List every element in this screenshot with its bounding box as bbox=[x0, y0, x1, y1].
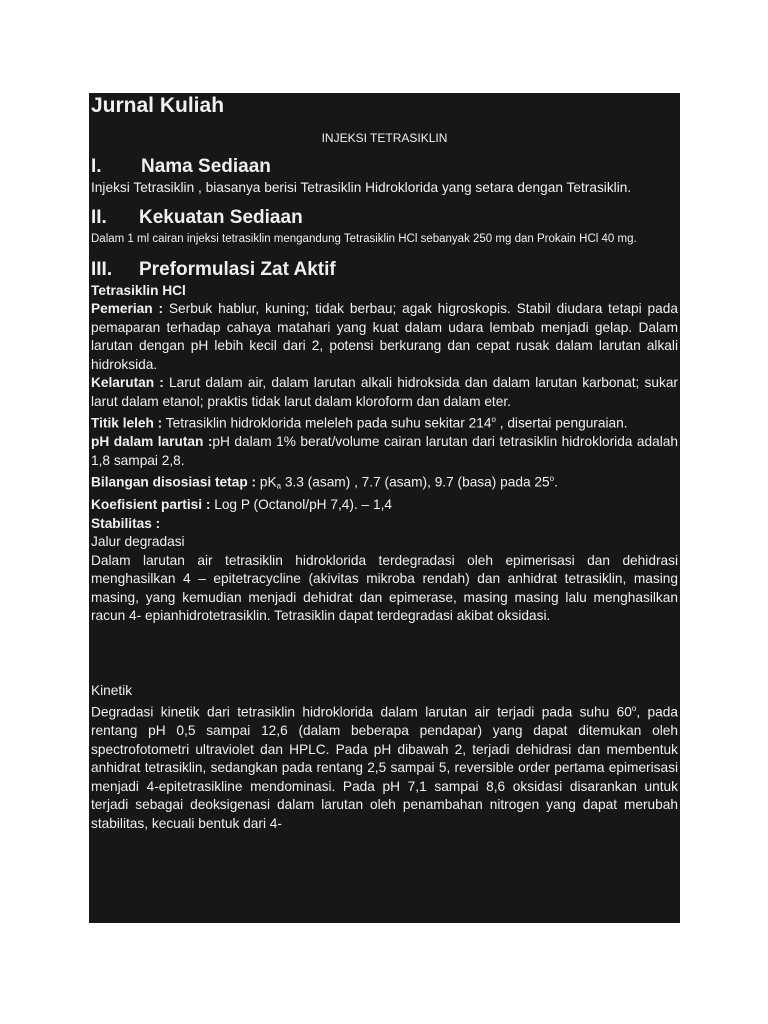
ph-larutan-paragraph bbox=[91, 433, 678, 470]
section-3-heading bbox=[91, 258, 678, 282]
titik-leleh-text: Tetrasiklin hidroklorida meleleh pada suhu sekitar 214 bbox=[162, 415, 492, 431]
degree-superscript: o bbox=[631, 704, 637, 714]
section-2-title: Kekuatan Sediaan bbox=[139, 206, 303, 228]
kinetik-text-2: , pada rentang pH 0,5 sampai 12,6 (dalam beberapa pendapar) yang dapat ditemukan oleh spectrofotometri ultraviolet dan HPLC. Pada pH dibawah 2, terjadi dehidrasi dan membentuk anhidrat tetrasiklin, sedangkan pada rentang 2,5 sampai 5, reversible order pertama epimerisasi menjadi 4-epitetrasikline mendominasi. Pada pH 7,1 sampai 8,6 oksidasi disarankan untuk terjadi sebagai deoksigenasi dalam larutan oleh penambahan nitrogen yang dapat merubah stabilitas, kecuali bentuk dari 4- bbox=[91, 704, 678, 831]
pemerian-text: Serbuk hablur, kuning; tidak berbau; agak higroskopis. Stabil diudara tetapi pada pemaparan terhadap cahaya matahari yang kuat dalam udara lembab menjadi gelap. Dalam larutan dengan pH lebih kecil dari 2, potensi berkurang dan cepat rusak dalam larutan alkali hidroksida. bbox=[91, 301, 678, 372]
document-page bbox=[89, 93, 680, 923]
pk-text: pK bbox=[256, 474, 277, 490]
titik-leleh-text-after: , disertai penguraian. bbox=[495, 415, 628, 431]
section-3-title: Preformulasi Zat Aktif bbox=[139, 258, 336, 280]
ph-larutan-text: pH dalam 1% berat/volume cairan larutan dari tetrasiklin hidroklorida adalah 1,8 sampai 2,8. bbox=[91, 434, 678, 468]
section-1-heading bbox=[91, 155, 678, 179]
jalur-degradasi-label: Jalur degradasi bbox=[91, 534, 185, 550]
kinetik-label: Kinetik bbox=[91, 682, 133, 698]
bilangan-disosiasi-text: 3.3 (asam) , 7.7 (asam), 9.7 (basa) pada 25 bbox=[281, 474, 550, 490]
koefisien-partisi-paragraph bbox=[91, 496, 678, 515]
section-2-heading bbox=[91, 206, 678, 230]
degree-superscript: o bbox=[491, 415, 496, 424]
ph-larutan-label: pH dalam larutan : bbox=[91, 434, 213, 450]
kelarutan-paragraph bbox=[91, 374, 678, 411]
bilangan-disosiasi-paragraph bbox=[91, 470, 678, 496]
bilangan-disosiasi-text-after: . bbox=[554, 474, 558, 490]
degree-superscript: o bbox=[549, 474, 555, 484]
pemerian-label: Pemerian : bbox=[91, 301, 164, 316]
kelarutan-label: Kelarutan : bbox=[91, 375, 164, 390]
active-substance-name: Tetrasiklin HCl bbox=[91, 282, 186, 298]
titik-leleh-label: Titik leleh : bbox=[91, 415, 163, 431]
kinetik-paragraph bbox=[91, 700, 678, 833]
bilangan-disosiasi-label: Bilangan disosiasi tetap : bbox=[91, 474, 257, 490]
document-subtitle: INJEKSI TETRASIKLIN bbox=[321, 131, 448, 145]
section-1-number: I. bbox=[91, 156, 102, 177]
section-3-number: III. bbox=[91, 258, 113, 280]
section-1-text: Injeksi Tetrasiklin , biasanya berisi Tetrasiklin Hidroklorida yang setara dengan Tetrasiklin. bbox=[91, 180, 632, 195]
kelarutan-text: Larut dalam air, dalam larutan alkali hidroksida dan dalam larutan karbonat; sukar larut dalam etanol; praktis tidak larut dalam kloroform dan dalam eter. bbox=[91, 375, 678, 409]
jalur-degradasi-text: Dalam larutan air tetrasiklin hidroklorida terdegradasi oleh epimerisasi dan dehidrasi menghasilkan 4 – epitetracycline (akivitas mikroba rendah) dan anhidrat tetrasiklin, masing masing, yang kemudian menjadi dehidrat dan epimerase, masing masing lalu menghasilkan racun 4- epianhidrotetrasiklin. Tetrasiklin dapat terdegradasi akibat oksidasi. bbox=[91, 552, 678, 624]
pka-subscript: a bbox=[276, 481, 282, 491]
koefisien-partisi-text: Log P (Octanol/pH 7,4). – 1,4 bbox=[210, 497, 392, 513]
section-2-text: Dalam 1 ml cairan injeksi tetrasiklin mengandung Tetrasiklin HCl sebanyak 250 mg dan Prokain HCl 40 mg. bbox=[91, 232, 637, 245]
section-1-title: Nama Sediaan bbox=[141, 156, 271, 177]
pemerian-paragraph bbox=[91, 300, 678, 374]
journal-title: Jurnal Kuliah bbox=[91, 94, 225, 117]
koefisien-partisi-label: Koefisient partisi : bbox=[91, 497, 211, 513]
stabilitas-label: Stabilitas : bbox=[91, 515, 161, 531]
kinetik-text-1: Degradasi kinetik dari tetrasiklin hidroklorida dalam larutan air terjadi pada suhu 60 bbox=[91, 704, 632, 720]
titik-leleh-paragraph bbox=[91, 411, 678, 433]
section-2-number: II. bbox=[91, 206, 107, 228]
